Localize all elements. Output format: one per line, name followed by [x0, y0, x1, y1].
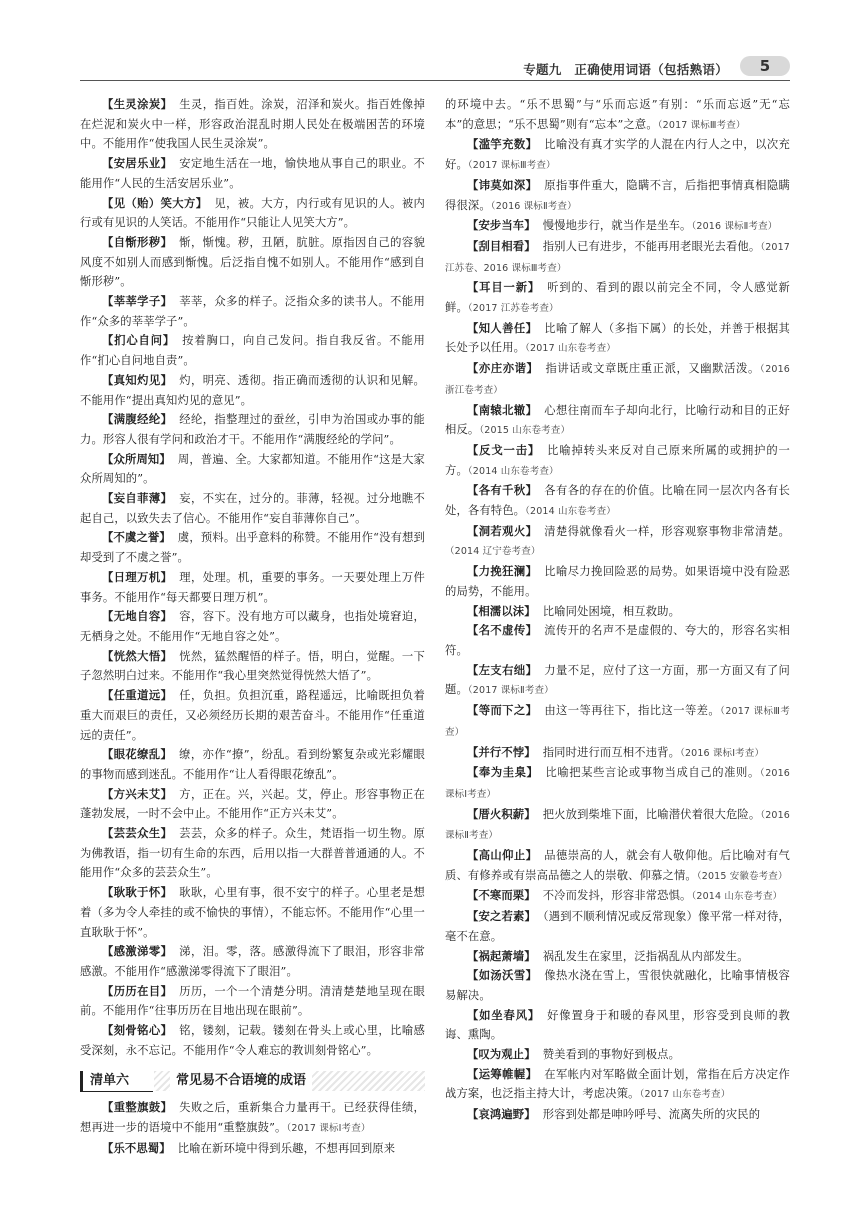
idiom-term: 【不寒而栗】	[467, 889, 536, 903]
idiom-definition: 慢慢地步行，就当作是坐车。	[542, 219, 692, 233]
idiom-definition: 灼，明亮、透彻。指正确而透彻的认识和见解。不能用作“提出真知灼见的意见”。	[80, 373, 425, 407]
exam-source: （2016 课标Ⅱ考查）	[490, 200, 577, 212]
idiom-entry	[80, 745, 425, 784]
idiom-entry	[80, 528, 425, 567]
idiom-term: 【运筹帷幄】	[467, 1067, 538, 1081]
idiom-term: 【眼花缭乱】	[102, 748, 173, 762]
idiom-definition: 像热水浇在雪上，雪很快就融化，比喻事情极容易解决。	[445, 969, 790, 1002]
idiom-entry	[80, 410, 425, 449]
idiom-entry	[445, 966, 790, 1005]
idiom-entry	[80, 883, 425, 942]
chapter-title: 专题九 正确使用词语（包括熟语）	[523, 62, 728, 77]
idiom-definition: 听到的、看到的跟以前完全不同，令人感觉新鲜。	[445, 281, 790, 315]
exam-source: （2016 课标Ⅰ考查）	[445, 768, 790, 800]
idiom-term: 【满腹经纶】	[102, 413, 173, 427]
idiom-entry	[445, 319, 790, 359]
idiom-term: 【左支右绌】	[467, 663, 538, 677]
idiom-definition: 失败之后，重新集合力量再干。已经获得佳绩，想再进一步的语境中不能用“重整旗鼓”。	[80, 1101, 425, 1135]
idiom-definition: 原指事件重大，隐瞒不言，后指把事情真相隐瞒得很深。	[445, 178, 790, 212]
idiom-entry	[445, 95, 790, 135]
idiom-definition: 按着胸口，向自己发问。指自我反省。不能用作“扪心自问地自责”。	[80, 334, 425, 368]
idiom-entry	[445, 743, 790, 764]
idiom-entry	[445, 846, 790, 886]
idiom-term: 【方兴未艾】	[102, 787, 173, 801]
idiom-entry	[80, 331, 425, 370]
idiom-entry	[445, 176, 790, 216]
section-heading	[80, 1068, 425, 1094]
idiom-definition: 比喻了解人（多指下属）的长处，并善于根据其长处予以任用。	[445, 321, 790, 355]
idiom-definition: 芸芸，众多的样子。众生，梵语指一切生物。原为佛教语，指一切有生命的东西，后用以指一大群普普通通的人。不能用作“众多的芸芸众生”。	[80, 827, 425, 880]
idiom-definition: 比喻没有真才实学的人混在内行人之中，以次充好。	[445, 138, 790, 172]
idiom-definition: 指同时进行而互相不违背。	[542, 745, 681, 759]
idiom-definition: 心想往南而车子却向北行，比喻行动和目的正好相反。	[445, 403, 790, 437]
idiom-term: 【相濡以沫】	[467, 604, 536, 618]
idiom-definition: 恍然，猛然醒悟的样子。悟，明白，觉醒。一下子忽然明白过来。不能用作“我心里突然觉得恍然大悟了”。	[80, 649, 425, 683]
idiom-entry	[80, 568, 425, 607]
idiom-definition: 历历，一个一个清楚分明。清清楚楚地呈现在眼前。不能用作“往事历历在目地出现在眼前”。	[80, 984, 425, 1018]
idiom-definition: 涕，泪。零，落。感激得流下了眼泪，形容非常感激。不能用作“感激涕零得流下了眼泪”。	[80, 945, 425, 978]
idiom-term: 【亦庄亦谐】	[467, 362, 539, 376]
idiom-term: 【哀鸿遍野】	[467, 1108, 536, 1122]
idiom-term: 【自惭形秽】	[102, 235, 173, 249]
idiom-definition: 比喻尽力挽回险恶的局势。如果语境中没有险恶的局势，不能用。	[445, 565, 790, 598]
idiom-entry	[80, 450, 425, 489]
idiom-entry	[80, 1021, 425, 1060]
idiom-entry	[80, 1139, 425, 1159]
idiom-term: 【并行不悖】	[467, 745, 536, 759]
idiom-term: 【厝火积薪】	[467, 807, 536, 821]
idiom-term: 【祸起萧墙】	[467, 949, 536, 963]
exam-source: （2017 课标Ⅲ考查）	[657, 119, 746, 131]
right-column	[445, 95, 790, 1125]
idiom-definition: 缭，亦作“撩”，纷乱。看到纷繁复杂或光彩耀眼的事物而感到迷乱。不能用作“让人看得眼花缭乱”。	[80, 748, 425, 781]
idiom-entry	[445, 661, 790, 701]
idiom-definition: 耿耿，心里有事，很不安宁的样子。心里老是想着（多为令人牵挂的或不愉快的事情），不能忘怀。不能用作“心里一直耿耿于怀”。	[80, 886, 425, 939]
exam-source: （2017 江苏卷、2016 课标Ⅲ考查）	[445, 241, 790, 274]
idiom-entry	[445, 441, 790, 481]
exam-source: （2016 课标Ⅰ考查）	[680, 747, 765, 759]
idiom-entry	[80, 647, 425, 686]
left-column	[80, 95, 425, 1159]
idiom-entry	[445, 947, 790, 967]
idiom-term: 【任重道远】	[102, 689, 173, 703]
idiom-entry	[80, 942, 425, 981]
idiom-entry	[445, 907, 790, 946]
idiom-definition: 祸乱发生在家里，泛指祸乱从内部发生。	[542, 949, 749, 963]
idiom-term: 【耿耿于怀】	[102, 886, 173, 900]
idiom-definition: 清楚得就像看火一样，形容观察事物非常清楚。	[544, 524, 790, 538]
idiom-term: 【不虞之誉】	[102, 531, 171, 545]
idiom-definition: 流传开的名声不是虚假的、夸大的，形容名实相符。	[445, 624, 790, 657]
idiom-entry	[445, 562, 790, 601]
idiom-entry	[445, 1065, 790, 1105]
exam-source: （2016 课标Ⅱ考查）	[691, 221, 778, 233]
idiom-definition: 品德崇高的人，就会有人敬仰他。后比喻对有气质、有修养或有崇高品德之人的崇敬、仰慕之情。	[445, 849, 790, 882]
idiom-term: 【扪心自问】	[102, 334, 176, 348]
idiom-entry	[445, 135, 790, 175]
idiom-term: 【妄自菲薄】	[102, 492, 173, 506]
idiom-term: 【生灵涂炭】	[102, 98, 173, 111]
idiom-term: 【各有千秋】	[467, 484, 538, 498]
idiom-entry	[445, 701, 790, 742]
idiom-definition: 各有各的存在的价值。比喻在同一层次内各有长处，各有特色。	[445, 484, 790, 518]
exam-source: （2017 山东卷考查）	[639, 1089, 731, 1101]
idiom-term: 【名不虚传】	[467, 624, 538, 638]
idiom-definition: 莘莘，众多的样子。泛指众多的读书人。不能用作“众多的莘莘学子”。	[80, 295, 425, 328]
idiom-term: 【无地自容】	[102, 610, 173, 624]
page-header	[80, 56, 790, 82]
exam-source: （2014 山东卷考查）	[691, 891, 783, 903]
idiom-entry	[80, 1098, 425, 1138]
page-number: 5	[740, 56, 790, 76]
idiom-entry	[80, 785, 425, 824]
idiom-term: 【重整旗鼓】	[102, 1101, 173, 1115]
left-entry-list-2	[80, 1098, 425, 1158]
idiom-term: 【刻骨铭心】	[102, 1024, 173, 1038]
idiom-definition: 妄，不实在，过分的。菲薄，轻视。过分地瞧不起自己，以致失去了信心。不能用作“妄自菲薄你自己”。	[80, 492, 425, 525]
header-rule	[80, 80, 790, 81]
section-name: 常见易不合语境的成语	[170, 1071, 312, 1091]
idiom-definition: 比喻把某些言论或事物当成自己的准则。	[545, 766, 760, 780]
idiom-definition: 指别人已有进步，不能再用老眼光去看他。	[542, 239, 761, 253]
idiom-entry	[445, 401, 790, 441]
idiom-entry	[80, 607, 425, 646]
idiom-definition: 比喻同处困境，相互救助。	[542, 604, 681, 618]
section-label: 清单六	[90, 1073, 130, 1089]
idiom-term: 【力挽狂澜】	[467, 565, 538, 579]
idiom-definition: 把火放到柴堆下面，比喻潜伏着很大危险。	[542, 807, 761, 821]
idiom-term: 【安之若素】	[467, 910, 536, 924]
idiom-definition: 比喻在新环境中得到乐趣，不想再回到原来	[177, 1141, 396, 1155]
idiom-term: 【奉为圭臬】	[467, 766, 539, 780]
idiom-entry	[445, 763, 790, 804]
idiom-entry	[445, 481, 790, 521]
idiom-entry	[80, 95, 425, 154]
idiom-term: 【高山仰止】	[467, 849, 538, 863]
idiom-term: 【刮目相看】	[467, 239, 536, 253]
idiom-term: 【安居乐业】	[102, 157, 173, 171]
exam-source: （2014 山东卷考查）	[467, 465, 559, 477]
idiom-definition: 见，被。大方，内行或有见识的人。被内行或有见识的人笑话。不能用作“只能让人见笑大方”。	[80, 196, 425, 230]
idiom-entry	[80, 233, 425, 292]
exam-source: （2014 山东卷考查）	[525, 506, 616, 518]
idiom-term: 【叹为观止】	[467, 1048, 536, 1062]
exam-source: （2016 浙江卷考查）	[445, 364, 790, 396]
idiom-term: 【众所周知】	[102, 452, 171, 466]
idiom-definition: 铭，镂刻，记载。镂刻在骨头上或心里，比喻感受深刻，永不忘记。不能用作“令人难忘的教训刻骨铭心”。	[80, 1024, 425, 1057]
idiom-entry	[445, 216, 790, 237]
idiom-definition: 好像置身于和暖的春风里，形容受到良师的教诲、熏陶。	[445, 1008, 790, 1042]
idiom-definition: 由这一等再往下，指比这一等差。	[544, 704, 721, 718]
idiom-entry	[445, 805, 790, 846]
idiom-definition: 周，普遍、全。大家都知道。不能用作“这是大家众所周知的”。	[80, 452, 425, 486]
idiom-term: 【反戈一击】	[467, 443, 541, 457]
idiom-entry	[80, 292, 425, 331]
idiom-term: 【如汤沃雪】	[467, 969, 538, 983]
exam-source: （2016 课标Ⅱ考查）	[445, 809, 790, 842]
idiom-entry	[445, 522, 790, 562]
idiom-definition: 惭，惭愧。秽，丑陋，肮脏。原指因自己的容貌风度不如别人而感到惭愧。后泛指自愧不如别人。不能用作“感到自惭形秽”。	[80, 235, 425, 289]
right-entry-list	[445, 95, 790, 1125]
idiom-term: 【耳目一新】	[467, 281, 541, 295]
idiom-term: 【日理万机】	[102, 570, 173, 584]
idiom-entry	[80, 982, 425, 1021]
exam-source: （2015 山东卷考查）	[479, 425, 571, 437]
idiom-definition: 经纶，指整理过的蚕丝，引申为治国或办事的能力。形容人很有学问和政治才干。不能用作“满腹经纶的学问”。	[80, 413, 425, 446]
idiom-entry	[80, 686, 425, 745]
idiom-term: 【如坐春风】	[467, 1008, 541, 1022]
idiom-definition: 不冷而发抖，形容非常恐惧。	[542, 889, 692, 903]
idiom-entry	[80, 824, 425, 883]
idiom-entry	[80, 154, 425, 193]
idiom-definition: 赞美看到的事物好到极点。	[542, 1048, 681, 1062]
idiom-entry	[445, 278, 790, 318]
idiom-term: 【乐不思蜀】	[102, 1141, 171, 1155]
idiom-term: 【芸芸众生】	[102, 827, 173, 841]
idiom-entry	[445, 621, 790, 660]
idiom-entry	[445, 886, 790, 907]
idiom-definition: 理，处理。机，重要的事务。一天要处理上万件事务。不能用作“每天都要日理万机”。	[80, 570, 425, 604]
idiom-definition: 指讲话或文章既庄重正派，又幽默活泼。	[545, 362, 760, 376]
idiom-definition: 虞，预料。出乎意料的称赞。不能用作“没有想到却受到了不虞之誉”。	[80, 531, 425, 565]
idiom-term: 【安步当车】	[467, 219, 536, 233]
idiom-definition: 容，容下。没有地方可以藏身，也指处境窘迫，无栖身之处。不能用作“无地自容之处”。	[80, 610, 425, 643]
idiom-term: 【洞若观火】	[467, 524, 538, 538]
idiom-term: 【等而下之】	[467, 704, 538, 718]
idiom-term: 【南辕北辙】	[467, 403, 538, 417]
idiom-definition: （遇到不顺利情况或反常现象）像平常一样对待，毫不在意。	[445, 910, 790, 943]
exam-source: （2017 课标Ⅲ考查）	[467, 160, 556, 172]
idiom-entry	[445, 359, 790, 400]
idiom-definition: 在军帐内对军略做全面计划，常指在后方决定作战方案，也泛指主持大计，考虑决策。	[445, 1067, 790, 1101]
idiom-entry	[80, 371, 425, 410]
idiom-definition: 比喻掉转头来反对自己原来所属的或拥护的一方。	[445, 443, 790, 477]
exam-source: （2017 课标Ⅲ考查）	[445, 706, 791, 738]
idiom-term: 【见（贻）笑大方】	[102, 196, 208, 210]
idiom-definition: 生灵，指百姓。涂炭，沼泽和炭火。指百姓像掉在烂泥和炭火中一样，形容政治混乱时期人民处在极端困苦的环境中。不能用作“使我国人民生灵涂炭”。	[80, 98, 425, 151]
idiom-definition: 力量不足，应付了这一方面，那一方面又有了问题。	[445, 663, 790, 697]
idiom-entry	[445, 602, 790, 622]
idiom-term: 【历历在目】	[102, 984, 173, 998]
idiom-entry	[80, 194, 425, 233]
idiom-entry	[445, 1105, 790, 1125]
idiom-term: 【真知灼见】	[102, 373, 173, 387]
exam-source: （2017 课标Ⅱ考查）	[467, 685, 554, 697]
idiom-term: 【莘莘学子】	[102, 295, 173, 309]
idiom-definition: 形容到处都是呻吟呼号、流离失所的灾民的	[542, 1108, 761, 1122]
idiom-entry	[445, 237, 790, 278]
exam-source: （2017 江苏卷考查）	[467, 303, 559, 315]
idiom-entry	[445, 1045, 790, 1065]
idiom-definition: 任，负担。负担沉重，路程遥远，比喻既担负着重大而艰巨的责任，又必须经历长期的艰苦奋斗。不能用作“任重道远的责任”。	[80, 689, 425, 742]
idiom-term: 【滥竽充数】	[467, 138, 538, 152]
exam-source: （2017 山东卷考查）	[525, 343, 616, 355]
idiom-definition: 安定地生活在一地，愉快地从事自己的职业。不能用作“人民的生活安居乐业”。	[80, 157, 425, 190]
exam-source: （2014 辽宁卷考查）	[445, 546, 541, 558]
idiom-entry	[80, 489, 425, 528]
idiom-term: 【恍然大悟】	[102, 649, 173, 663]
idiom-entry	[445, 1006, 790, 1045]
idiom-term: 【讳莫如深】	[467, 178, 538, 192]
left-entry-list	[80, 95, 425, 1060]
idiom-term: 【知人善任】	[467, 321, 538, 335]
idiom-term: 【感激涕零】	[102, 945, 173, 959]
exam-source: （2017 课标Ⅰ考查）	[286, 1123, 371, 1135]
idiom-definition: 方，正在。兴，兴起。艾，停止。形容事物正在蓬勃发展，一时不会中止。不能用作“正方兴未艾”。	[80, 787, 425, 821]
exam-source: （2015 安徽卷考查）	[696, 870, 788, 882]
idiom-definition: 的环境中去。“乐不思蜀”与“乐而忘返”有别：“乐而忘返”无“忘本”的意思；“乐不思蜀”则有“忘本”之意。	[445, 98, 790, 131]
